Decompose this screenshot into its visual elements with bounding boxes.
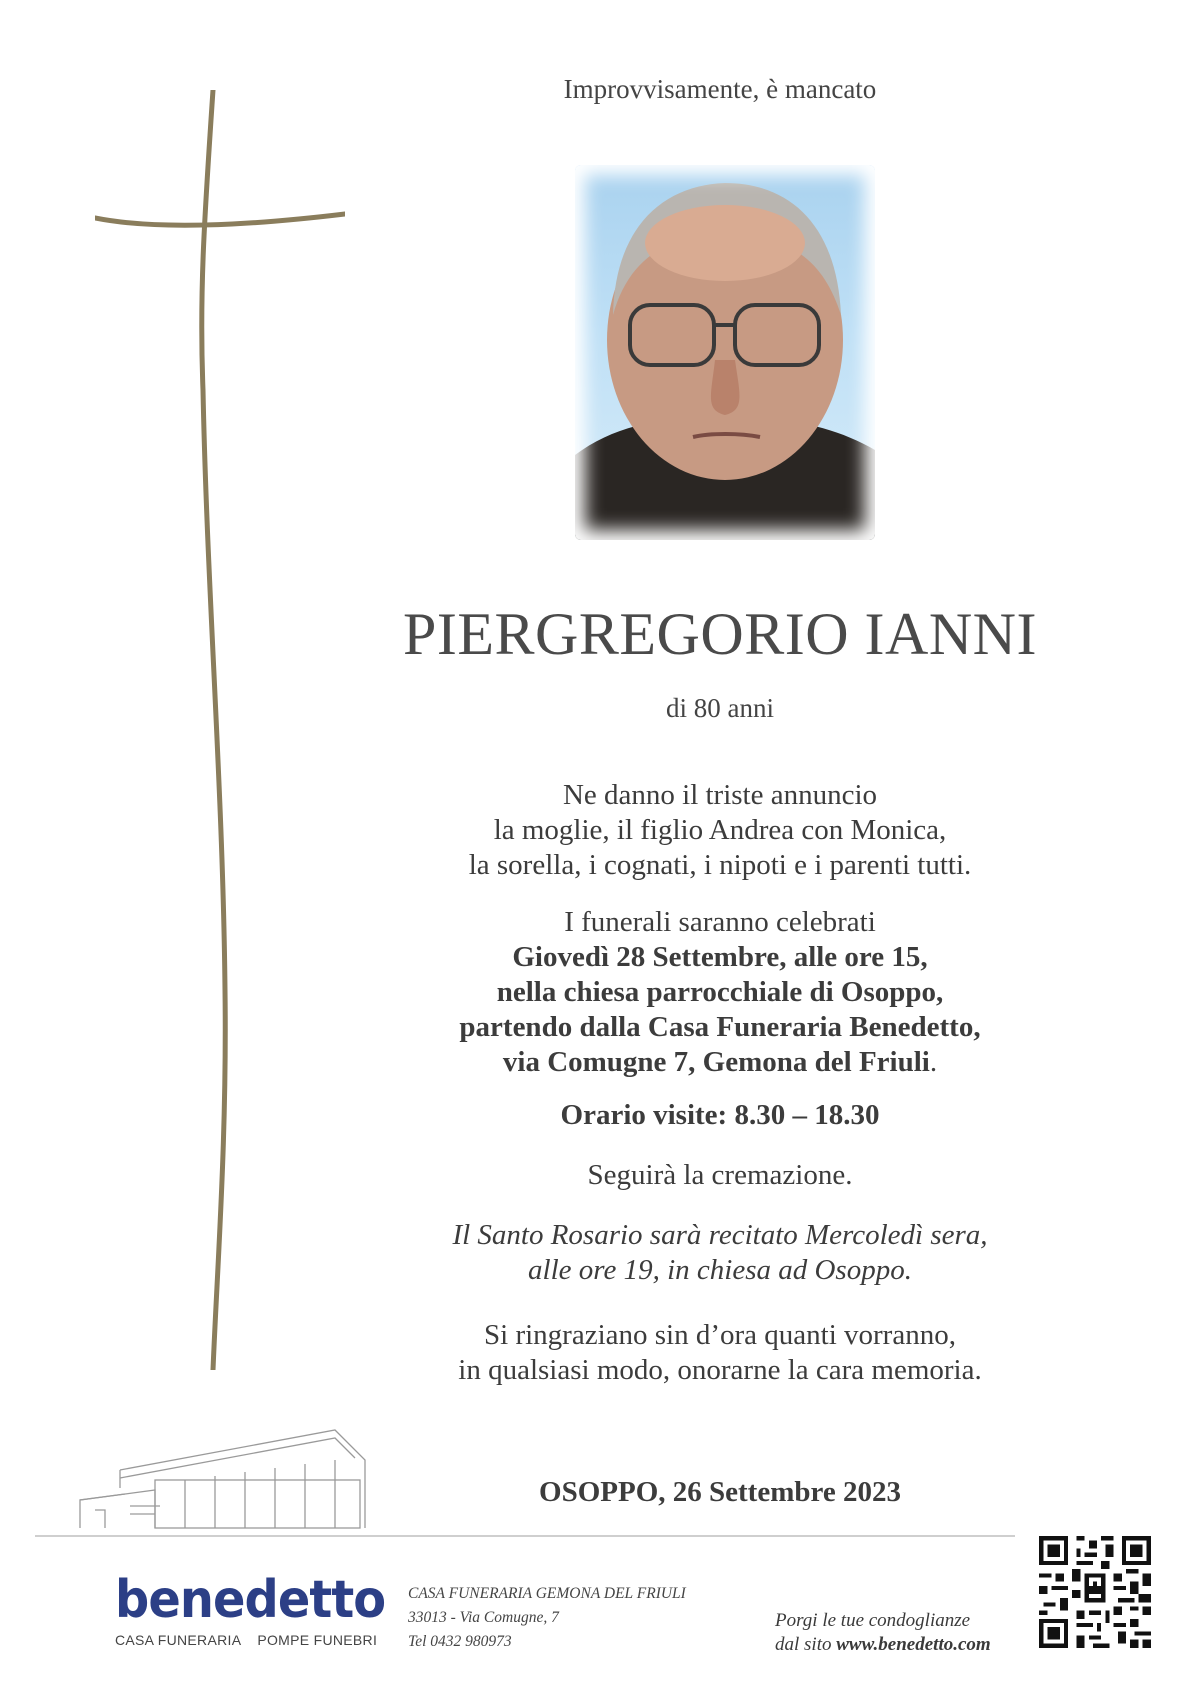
address-line: Tel 0432 980973 [408,1633,512,1650]
benedetto-logo: benedetto [115,1570,386,1630]
place-date: OSOPPO, 26 Settembre 2023 [539,1476,901,1508]
funeral-home-address [408,1582,686,1654]
footer-divider [35,1535,1015,1537]
intro-text: Improvvisamente, è mancato [563,74,877,104]
condolences-prefix: dal sito [775,1634,837,1655]
funeral-details [390,905,1050,1080]
building-icon [35,1410,395,1540]
address-line: CASA FUNERARIA GEMONA DEL FRIULI [408,1585,686,1602]
visit-hours: Orario visite: 8.30 – 18.30 [560,1099,880,1131]
family-announcement [390,778,1050,883]
qr-code-icon[interactable] [1035,1532,1155,1652]
cremation-note: Seguirà la cremazione. [587,1159,853,1191]
funeral-line: via Comugne 7, Gemona del Friuli [502,1046,930,1078]
age-text: di 80 anni [666,693,774,723]
logo-sub-left: CASA FUNERARIA [115,1632,242,1648]
funeral-line: partendo dalla Casa Funeraria Benedetto, [459,1011,981,1043]
funeral-line: I funerali saranno celebrati [564,906,876,938]
logo-sub-right: POMPE FUNEBRI [257,1632,378,1648]
condolences-note [775,1609,991,1657]
condolences-line: Porgi le tue condoglianze [775,1610,971,1631]
rosary-line: alle ore 19, in chiesa ad Osoppo. [528,1254,912,1286]
portrait-photo [575,165,875,540]
rosary-note [390,1218,1050,1288]
thanks-note [390,1318,1050,1388]
address-line: 33013 - Via Comugne, 7 [408,1609,559,1626]
thanks-line: Si ringraziano sin d’ora quanti vorranno, [484,1319,956,1351]
deceased-name: PIERGREGORIO IANNI [403,601,1037,667]
funeral-line: Giovedì 28 Settembre, alle ore 15, [512,941,928,973]
logo-subtitle [115,1632,377,1648]
cross-icon [95,90,345,1370]
website-link[interactable]: www.benedetto.com [836,1634,991,1655]
thanks-line: in qualsiasi modo, onorarne la cara memoria. [458,1354,982,1386]
funeral-line-end: . [929,1046,938,1078]
rosary-line: Il Santo Rosario sarà recitato Mercoledì sera, [452,1219,988,1251]
family-line: la sorella, i cognati, i nipoti e i parenti tutti. [468,849,972,881]
family-line: la moglie, il figlio Andrea con Monica, [493,814,947,846]
family-line: Ne danno il triste annuncio [562,779,878,811]
funeral-line: nella chiesa parrocchiale di Osoppo, [496,976,944,1008]
